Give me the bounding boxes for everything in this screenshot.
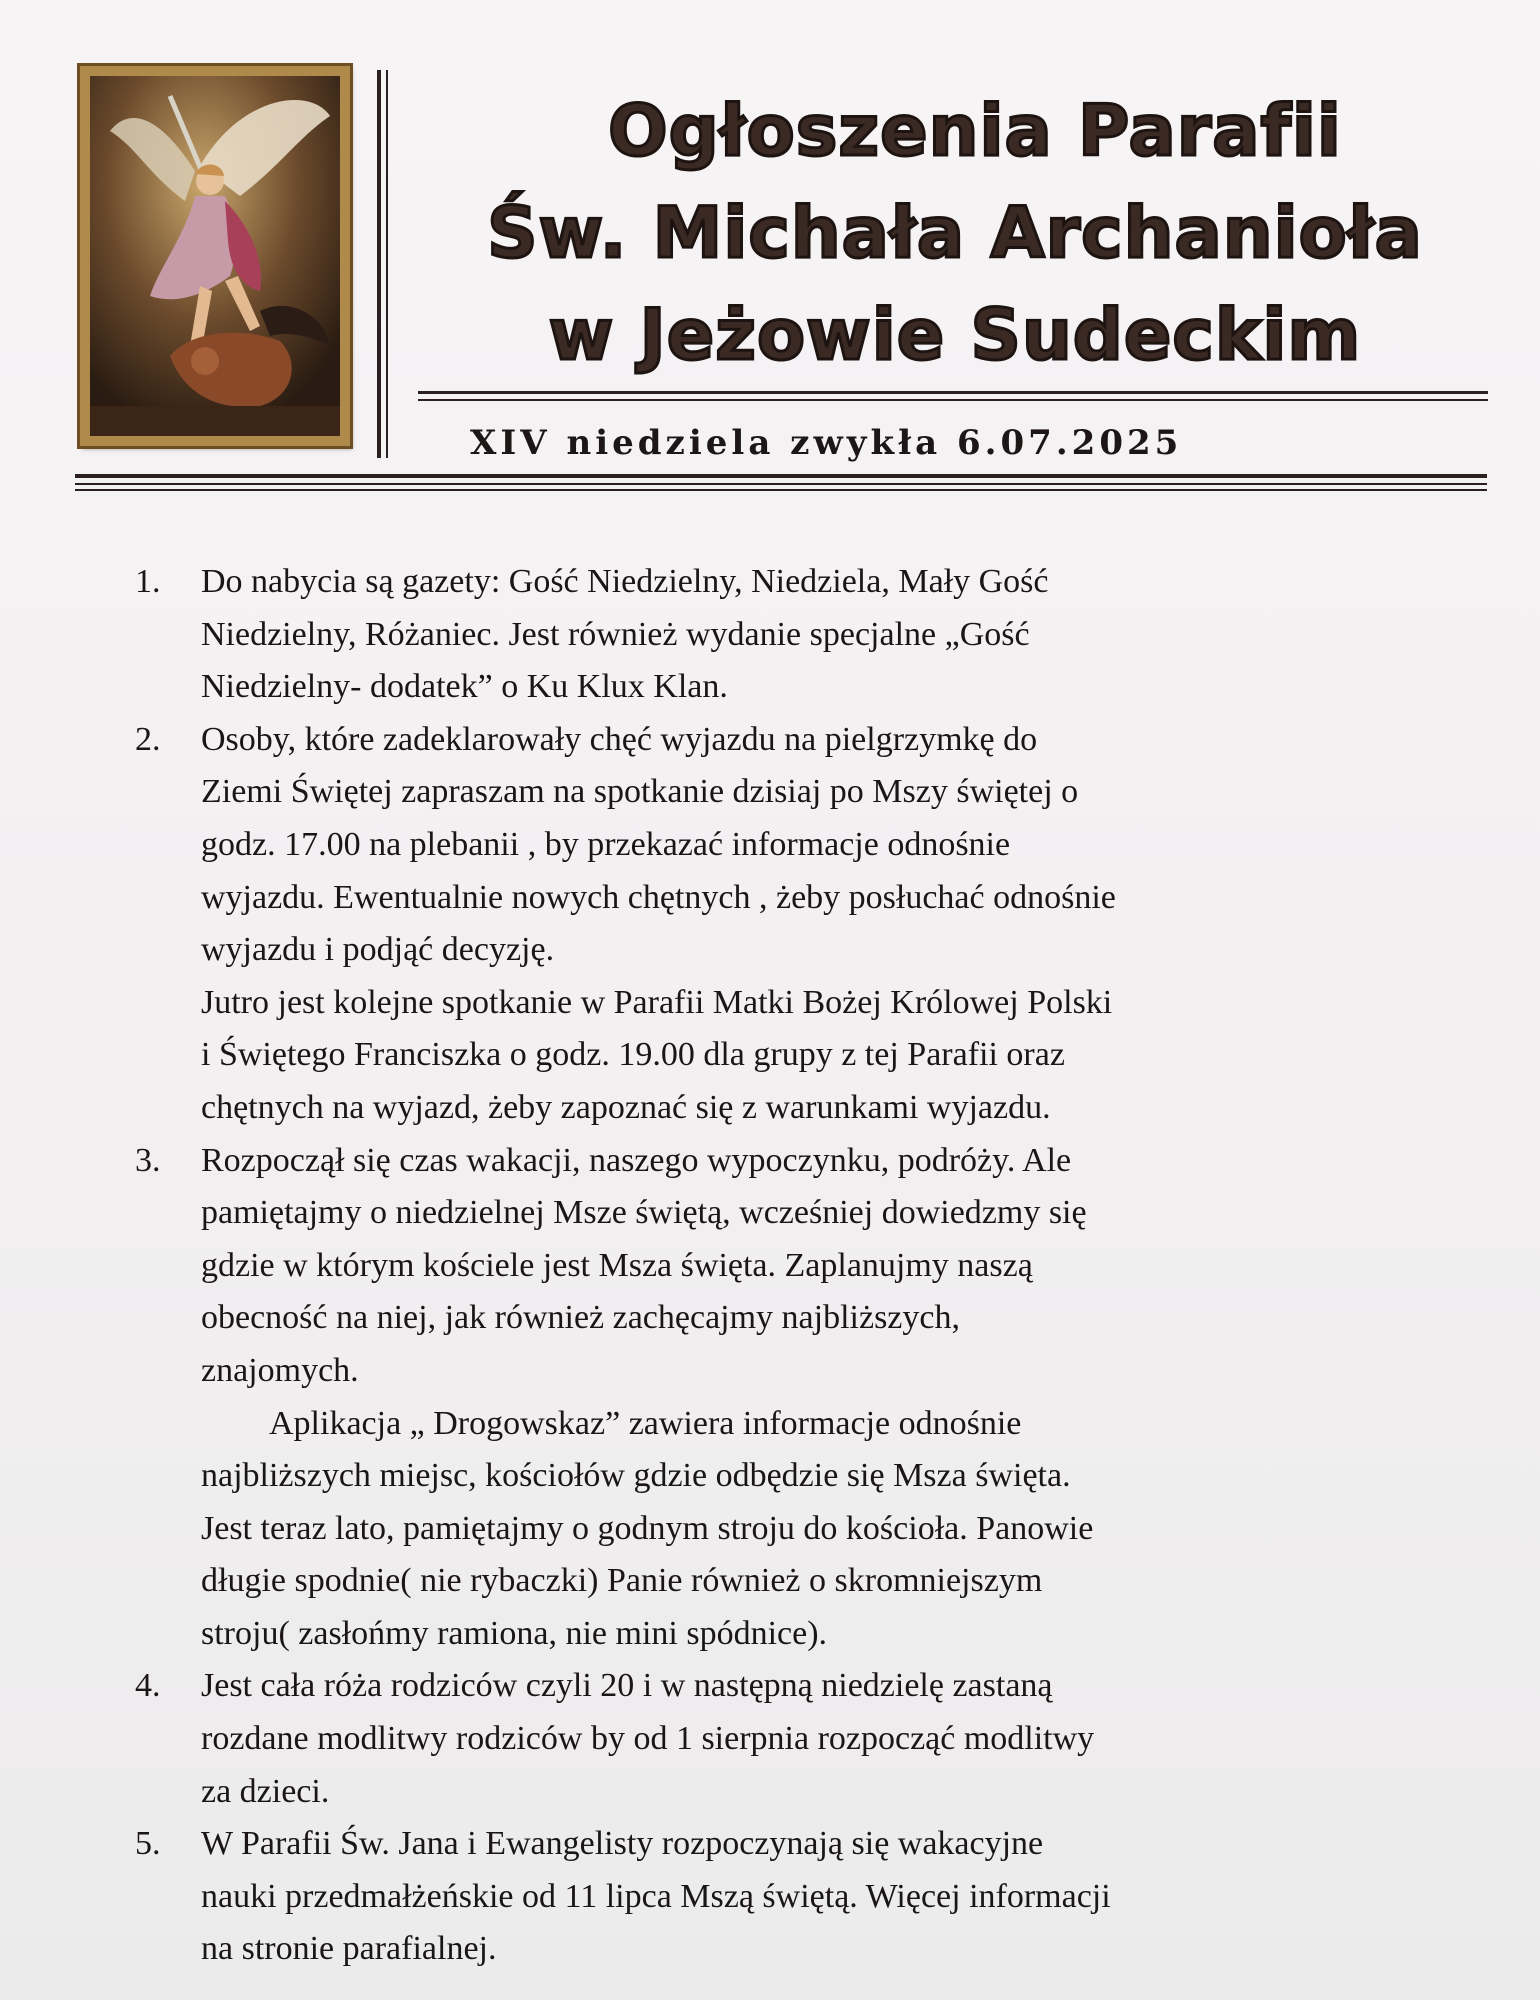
- vertical-rule-1: [377, 70, 381, 458]
- item-text: [201, 714, 1455, 977]
- archangel-michael-painting: [80, 66, 350, 446]
- item-text: [201, 556, 1455, 714]
- announcement-item-2: [135, 714, 1455, 1135]
- text-line: chętnych na wyjazd, żeby zapoznać się z warunkami wyjazdu.: [201, 1088, 1051, 1126]
- archangel-michael-painting-icon: [90, 76, 340, 436]
- text-line: za dzieci.: [201, 1772, 330, 1810]
- text-line: Aplikacja „ Drogowskaz” zawiera informacje odnośnie: [269, 1404, 1022, 1442]
- item-number: 1.: [135, 563, 161, 600]
- text-line: obecność na niej, jak również zachęcajmy najbliższych,: [201, 1299, 960, 1337]
- announcement-item-3: [135, 1135, 1455, 1661]
- text-line: Jest teraz lato, pamiętajmy o godnym stroju do kościoła. Panowie: [201, 1509, 1094, 1547]
- text-line: Niedzielny- dodatek” o Ku Klux Klan.: [201, 668, 728, 706]
- text-line: wyjazdu i podjąć decyzję.: [201, 931, 555, 969]
- text-line: Do nabycia są gazety: Gość Niedzielny, Niedziela, Mały Gość: [201, 563, 1049, 600]
- item-text: [201, 1135, 1455, 1398]
- text-line: i Świętego Franciszka o godz. 19.00 dla grupy z tej Parafii oraz: [201, 1036, 1065, 1074]
- text-line: pamiętajmy o niedzielnej Msze świętą, wcześniej dowiedzmy się: [201, 1194, 1087, 1232]
- text-line: Jutro jest kolejne spotkanie w Parafii Matki Bożej Królowej Polski: [201, 983, 1113, 1021]
- item-number: 3.: [135, 1141, 161, 1179]
- text-line: stroju( zasłońmy ramiona, nie mini spódnice).: [201, 1614, 828, 1652]
- item-number: 4.: [135, 1667, 161, 1705]
- title-line-3: w Jeżowie Sudeckim: [548, 294, 1362, 376]
- text-line: Jest cała róża rodziców czyli 20 i w następną niedzielę zastaną: [201, 1667, 1053, 1705]
- header-rule-bottom-1: [75, 474, 1487, 478]
- item-text-continued: [201, 1398, 1455, 1661]
- header-rule-bottom-2: [75, 483, 1487, 485]
- item-text: [201, 1660, 1455, 1818]
- title-line-1: Ogłoszenia Parafii: [608, 90, 1342, 172]
- announcement-item-4: [135, 1660, 1455, 1818]
- announcement-item-1: [135, 556, 1455, 714]
- text-line: wyjazdu. Ewentualnie nowych chętnych , żeby posłuchać odnośnie: [201, 878, 1116, 916]
- text-line: Osoby, które zadeklarowały chęć wyjazdu na pielgrzymkę do: [201, 720, 1038, 758]
- item-text: [201, 1818, 1455, 1976]
- announcement-item-5: [135, 1818, 1455, 1976]
- item-text-continued: [201, 977, 1455, 1135]
- vertical-rule-2: [386, 70, 388, 458]
- text-line: znajomych.: [201, 1351, 359, 1389]
- text-line: najbliższych miejsc, kościołów gdzie odbędzie się Msza święta.: [201, 1457, 1071, 1495]
- header-rule-top-1: [418, 391, 1488, 394]
- text-line: Ziemi Świętej zapraszam na spotkanie dzisiaj po Mszy świętej o: [201, 773, 1079, 811]
- item-number: 2.: [135, 720, 161, 758]
- text-line: Niedzielny, Różaniec. Jest również wydanie specjalne „Gość: [201, 615, 1030, 653]
- title-line-2: Św. Michała Archanioła: [487, 192, 1423, 274]
- text-line: Rozpoczął się czas wakacji, naszego wypoczynku, podróży. Ale: [201, 1141, 1072, 1179]
- parish-title: [410, 80, 1500, 386]
- header-rule-bottom-3: [75, 489, 1487, 491]
- item-number: 5.: [135, 1825, 161, 1863]
- text-line: godz. 17.00 na plebanii , by przekazać informacje odnośnie: [201, 825, 1011, 863]
- text-line: długie spodnie( nie rybaczki) Panie również o skromniejszym: [201, 1562, 1043, 1600]
- announcements-list: [135, 556, 1455, 1976]
- text-line: gdzie w którym kościele jest Msza święta. Zaplanujmy naszą: [201, 1246, 1033, 1284]
- text-line: W Parafii Św. Jana i Ewangelisty rozpoczynają się wakacyjne: [201, 1825, 1044, 1863]
- text-line: na stronie parafialnej.: [201, 1930, 497, 1968]
- header-rule-top-2: [418, 399, 1488, 401]
- sunday-date-subtitle: XIV niedziela zwykła 6.07.2025: [470, 423, 1183, 463]
- text-line: nauki przedmałżeńskie od 11 lipca Mszą świętą. Więcej informacji: [201, 1877, 1111, 1915]
- text-line: rozdane modlitwy rodziców by od 1 sierpnia rozpocząć modlitwy: [201, 1720, 1095, 1758]
